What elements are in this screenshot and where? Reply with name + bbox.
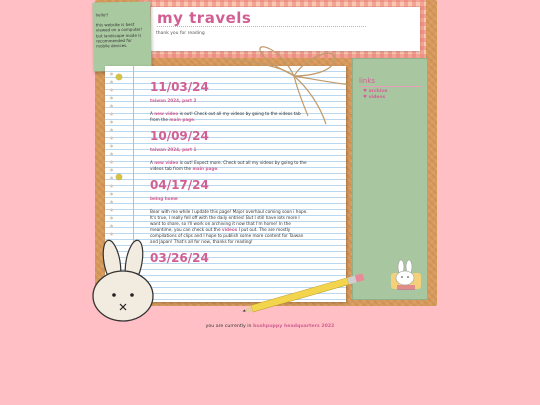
entry-subtitle: taiwan 2024, part 1 [150,147,197,152]
journal-entry [150,251,310,265]
sticky-note [92,1,151,71]
entry-date: 11/03/24 [150,80,209,94]
sticky-note-text [96,12,147,49]
sidebar-item-archive[interactable]: ♥ archive [363,89,388,94]
entry-date: 04/17/24 [150,178,209,192]
sidebar-links-list [363,89,387,101]
bunny-sticker-icon [389,259,423,293]
entry-text: . [194,117,196,122]
sidebar-links-panel [352,58,428,300]
entry-text: is out! Check out all my videos by going to the videos tab from the [150,111,301,122]
thumbtack-icon [116,74,122,80]
sidebar-item-videos[interactable]: ♥ videos [363,95,386,100]
twine-bow-icon [222,36,362,126]
entry-text: I put out. The are mostly compilations of clips and I hope to publish some more content for Taiwan and Japan! That's all for now, thanks for reading! [150,227,304,244]
footer-link[interactable]: bushpuppy headquarters 2022 [253,324,335,329]
entry-subtitle: taiwan 2024, part 2 [150,98,197,103]
entry-text: A [150,160,155,165]
footer-text: you are currently in [205,324,252,329]
page-footer [0,324,540,329]
sticky-greeting: hello!! [95,12,109,18]
entry-subtitle: being home [150,196,178,201]
entry-text: Bear with me while I update this page! Major overhaul coming soon i hope. It's true, I really fell off with the daily entries! But I still have lots more I want to share, so I'll work on archiving it now that I'm home! In the meantime, you can check out the [150,209,308,232]
sidebar-item-label: videos [368,95,386,100]
journal-entry [150,178,310,245]
sidebar-title: links [359,77,376,85]
journal-entry [150,129,310,172]
thumbtack-icon [116,174,122,180]
title-divider [157,26,366,27]
new-video-link[interactable]: new video [154,160,179,165]
sticky-message: this website is best viewed on a computer! but landscape mode is recommended for mobile devices. [95,21,143,49]
page-title: my travels [157,9,252,27]
entry-text: . [217,166,219,171]
entry-body [150,209,310,245]
sidebar-item-label: archive [368,89,388,94]
main-page-link[interactable]: main page [192,166,218,171]
main-page-link[interactable]: main page [169,117,195,122]
page-subtitle: thank you for reading [156,31,205,36]
pencil-icon [240,272,370,316]
new-video-link[interactable]: new video [154,111,179,116]
entry-text: is out! Expect more. Check out all my videos by going to the videos tab from the [150,160,307,171]
entry-text: A [150,111,155,116]
sidebar-divider [359,86,421,87]
bunny-plush-icon [90,238,158,326]
entry-date: 10/09/24 [150,129,209,143]
videos-link[interactable]: videos [221,227,238,232]
entry-date: 03/26/24 [150,251,209,265]
entry-body [150,160,310,172]
